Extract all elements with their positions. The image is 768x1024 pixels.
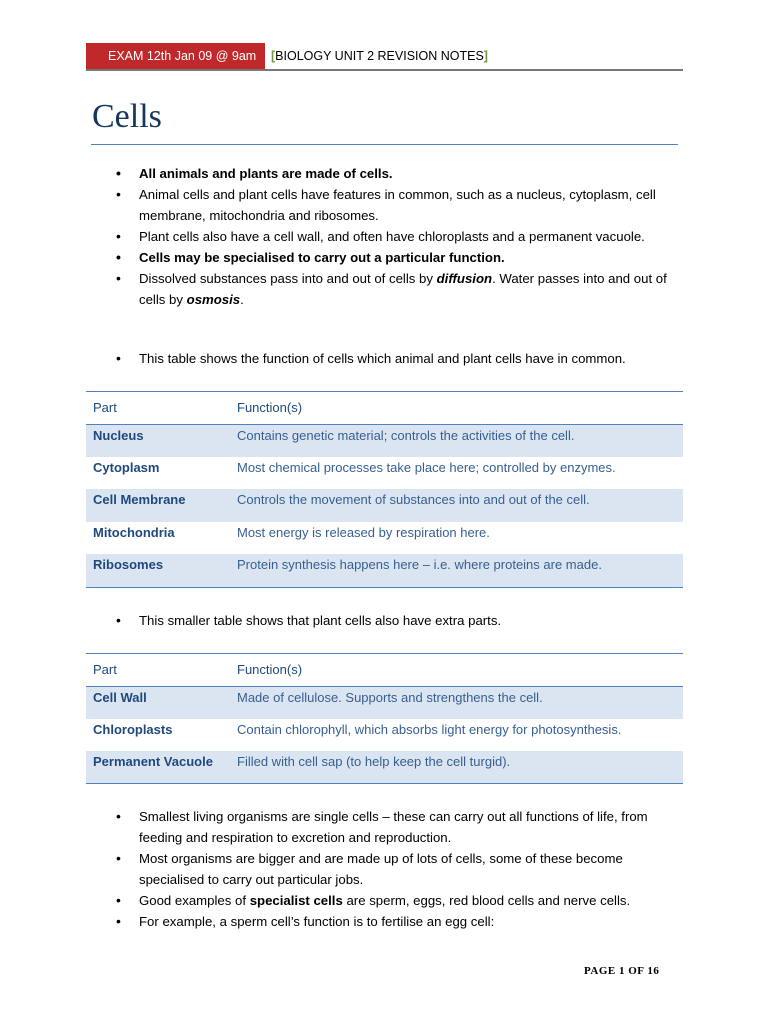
- table-row: [86, 554, 683, 587]
- part-cell: Cell Membrane: [86, 489, 230, 522]
- document-title: [271, 43, 488, 70]
- part-cell: Permanent Vacuole: [86, 751, 230, 784]
- bullet-item: • All animals and plants are made of cells.: [0, 163, 768, 184]
- bracket-open: [: [271, 49, 276, 63]
- keyword-specialist-cells: specialist cells: [249, 893, 343, 908]
- header-divider: [86, 69, 683, 71]
- table-row: [86, 751, 683, 784]
- part-cell: Nucleus: [86, 424, 230, 457]
- table-row: [86, 522, 683, 555]
- bullet-text: .: [240, 292, 244, 307]
- table2-intro-list: [0, 610, 768, 631]
- bullet-item: • This smaller table shows that plant cells also have extra parts.: [0, 610, 768, 631]
- common-parts-table: [86, 391, 683, 588]
- column-header-part: Part: [86, 392, 230, 425]
- function-cell: Protein synthesis happens here – i.e. where proteins are made.: [230, 554, 683, 587]
- table-row: [86, 719, 683, 752]
- bullet-text: . Water passes into and out of cells by: [139, 271, 667, 307]
- function-cell: Contain chlorophyll, which absorbs light energy for photosynthesis.: [237, 721, 622, 737]
- title-divider: [91, 144, 678, 145]
- column-header-function: Function(s): [230, 654, 683, 687]
- function-cell: Contains genetic material; controls the activities of the cell.: [230, 424, 683, 457]
- bullet-item: • Animal cells and plant cells have features in common, such as a nucleus, cytoplasm, cell membrane, mitochondria and ribosomes.: [0, 184, 768, 226]
- page-title: Cells: [92, 98, 162, 135]
- bullet-text: Good examples of: [139, 893, 250, 908]
- keyword-osmosis: osmosis: [186, 292, 241, 307]
- function-cell: Most chemical processes take place here; controlled by enzymes.: [237, 459, 616, 475]
- part-cell: Cell Wall: [86, 686, 230, 719]
- bullet-text: Dissolved substances pass into and out of cells by: [139, 271, 437, 286]
- document-title-text: BIOLOGY UNIT 2 REVISION NOTES: [275, 49, 484, 63]
- table-row: [86, 457, 683, 490]
- part-cell: Ribosomes: [86, 554, 230, 587]
- column-header-function: Function(s): [230, 392, 683, 425]
- bullet-item: • Cells may be specialised to carry out a particular function.: [0, 247, 768, 268]
- bullet-item: • Most organisms are bigger and are made up of lots of cells, some of these become specialised to carry out particular jobs.: [0, 848, 768, 890]
- table-row: [86, 424, 683, 457]
- table-row: [86, 686, 683, 719]
- bullet-item: • For example, a sperm cell’s function is to fertilise an egg cell:: [0, 911, 768, 932]
- page-number: PAGE 1 OF 16: [584, 965, 660, 977]
- function-cell: Most energy is released by respiration here.: [237, 524, 490, 540]
- bullet-item: • Plant cells also have a cell wall, and often have chloroplasts and a permanent vacuole.: [0, 226, 768, 247]
- plant-parts-table: [86, 653, 683, 784]
- part-cell: Chloroplasts: [93, 721, 173, 737]
- table-header-row: [86, 654, 683, 687]
- table1-intro-list: [0, 348, 768, 369]
- exam-date-banner: EXAM 12th Jan 09 @ 9am: [86, 43, 265, 70]
- bracket-close: ]: [483, 49, 488, 63]
- table-row: [86, 489, 683, 522]
- bullet-item: [0, 268, 768, 310]
- function-cell: Controls the movement of substances into and out of the cell.: [230, 489, 683, 522]
- page-header: [86, 43, 683, 70]
- part-cell: Cytoplasm: [93, 459, 160, 475]
- intro-bullet-list: [0, 163, 768, 310]
- function-cell: Made of cellulose. Supports and strengthens the cell.: [230, 686, 683, 719]
- bullet-item: [0, 890, 768, 911]
- keyword-diffusion: diffusion: [436, 271, 493, 286]
- column-header-part: Part: [86, 654, 230, 687]
- bullet-item: • Smallest living organisms are single cells – these can carry out all functions of life, from feeding and respiration to excretion and reproduction.: [0, 806, 768, 848]
- table-header-row: [86, 392, 683, 425]
- closing-bullet-list: [0, 806, 768, 932]
- part-cell: Mitochondria: [93, 524, 175, 540]
- function-cell: Filled with cell sap (to help keep the cell turgid).: [230, 751, 683, 784]
- bullet-item: • This table shows the function of cells which animal and plant cells have in common.: [0, 348, 768, 369]
- bullet-text: are sperm, eggs, red blood cells and nerve cells.: [342, 893, 631, 908]
